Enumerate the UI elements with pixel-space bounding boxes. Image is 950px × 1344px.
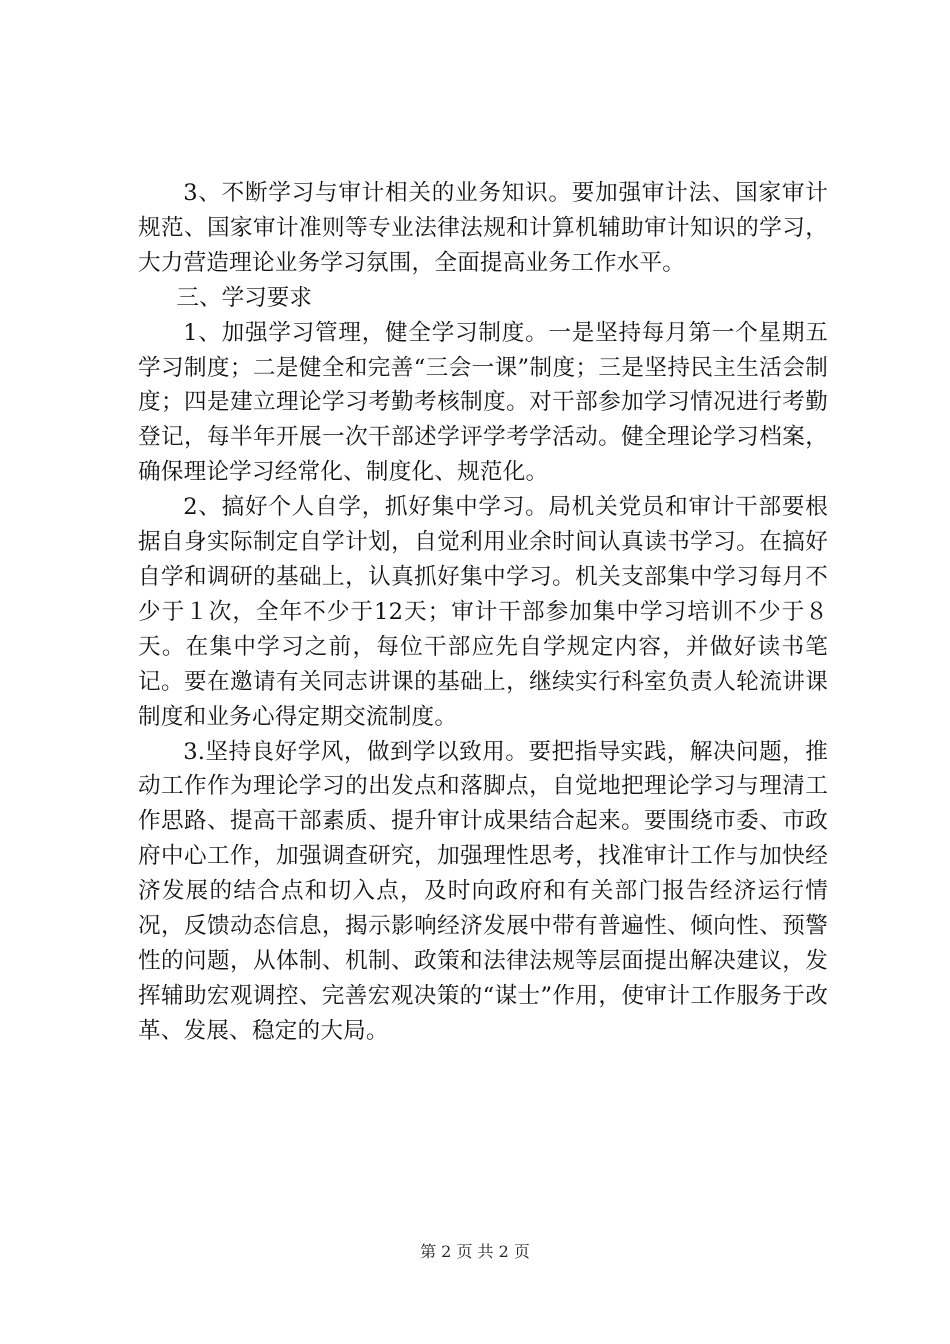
page-number-footer: 第 2 页 共 2 页	[420, 1242, 530, 1261]
document-body	[138, 176, 828, 1049]
paragraph-item-2-self-study: 2、搞好个人自学，抓好集中学习。局机关党员和审计干部要根据自身实际制定自学计划，自觉利用业余时间认真读书学习。在搞好自学和调研的基础上，认真抓好集中学习。机关支部集中学习每月不少于１次，全年不少于12天；审计干部参加集中学习培训不少于８天。在集中学习之前，每位干部应先自学规定内容，并做好读书笔记。要在邀请有关同志讲课的基础上，继续实行科室负责人轮流讲课制度和业务心得定期交流制度。	[138, 494, 828, 730]
paragraph-item-3-knowledge: 3、不断学习与审计相关的业务知识。要加强审计法、国家审计规范、国家审计准则等专业法律法规和计算机辅助审计知识的学习，大力营造理论业务学习氛围，全面提高业务工作水平。	[138, 180, 828, 276]
section-heading-requirements: 三、学习要求	[176, 284, 312, 311]
paragraph-item-3-study-style: 3.坚持良好学风，做到学以致用。要把指导实践，解决问题，推动工作作为理论学习的出发点和落脚点，自觉地把理论学习与理清工作思路、提高干部素质、提升审计成果结合起来。要围绕市委、市政府中心工作，加强调查研究，加强理性思考，找准审计工作与加快经济发展的结合点和切入点，及时向政府和有关部门报告经济运行情况，反馈动态信息，揭示影响经济发展中带有普遍性、倾向性、预警性的问题，从体制、机制、政策和法律法规等层面提出解决建议，发挥辅助宏观调控、完善宏观决策的“谋士”作用，使审计工作服务于改革、发展、稳定的大局。	[138, 738, 828, 1044]
paragraph-item-1-management: 1、加强学习管理，健全学习制度。一是坚持每月第一个星期五学习制度；二是健全和完善“三会一课”制度；三是坚持民主生活会制度；四是建立理论学习考勤考核制度。对干部参加学习情况进行考勤登记，每半年开展一次干部述学评学考学活动。健全理论学习档案，确保理论学习经常化、制度化、规范化。	[138, 319, 828, 486]
